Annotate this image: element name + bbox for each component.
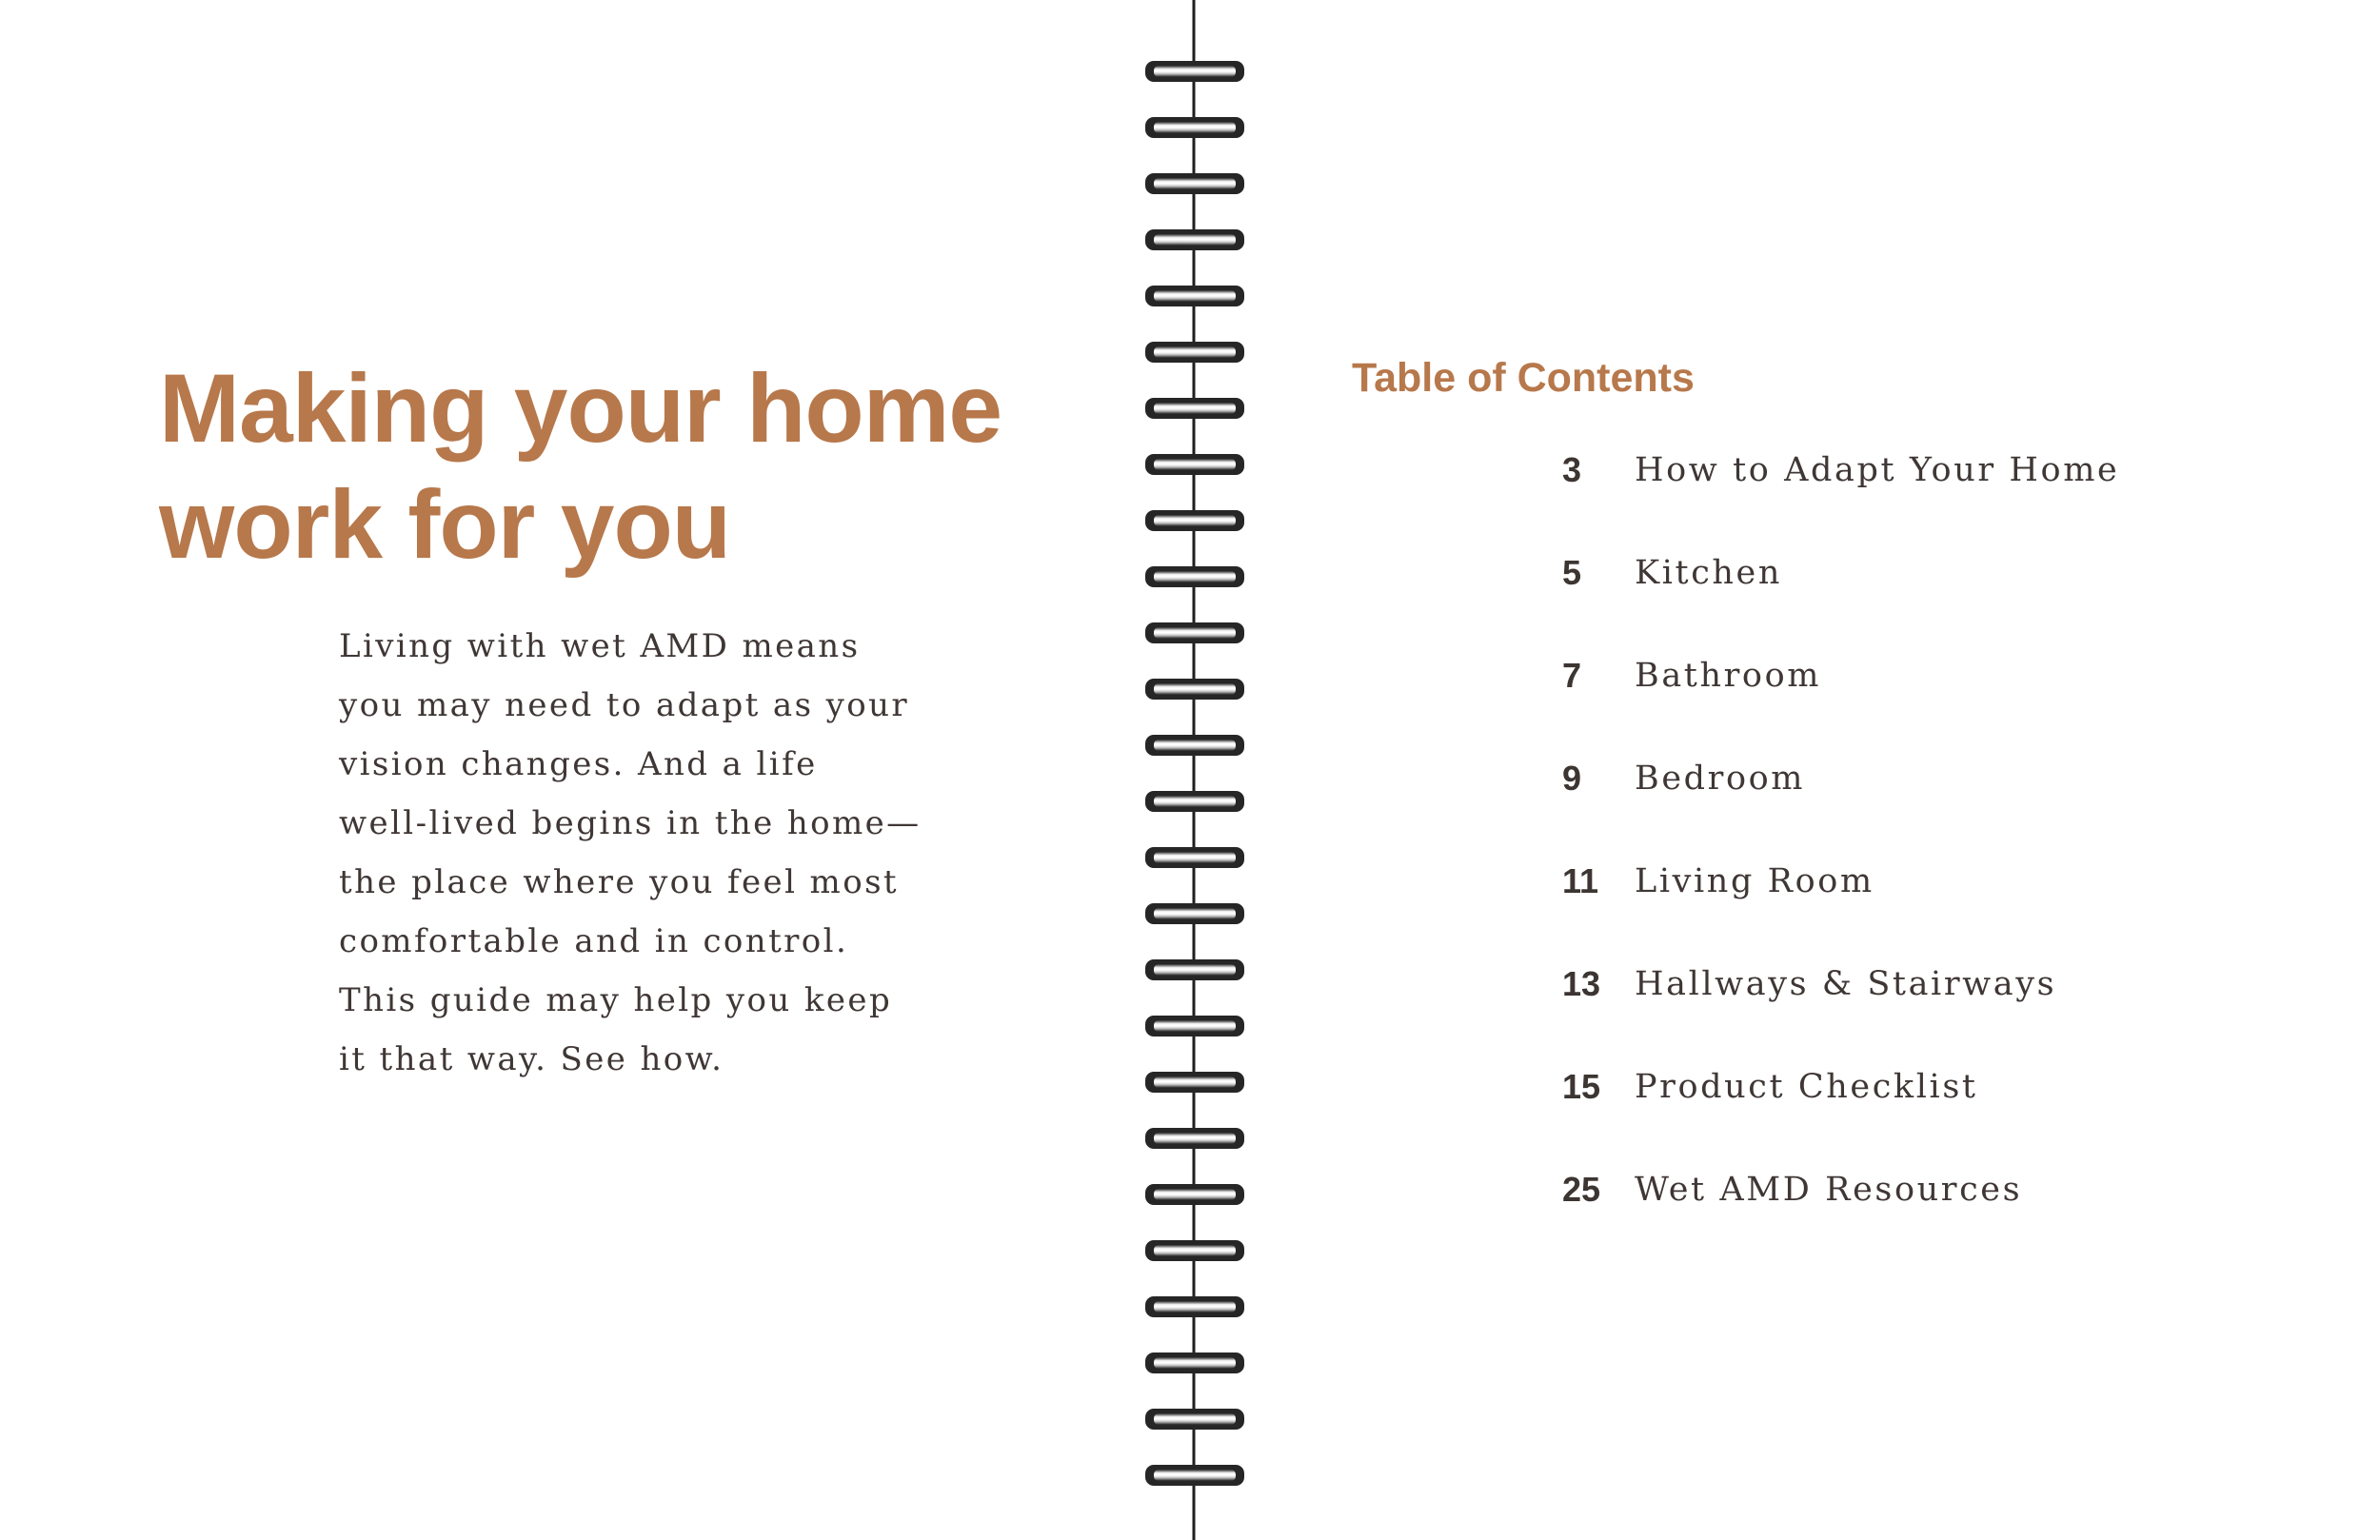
intro-line: vision changes. And a life	[339, 745, 818, 783]
binding-ring	[1145, 61, 1244, 82]
toc-page-number: 25	[1562, 1170, 1601, 1209]
spiral-binding	[1142, 0, 1247, 1540]
binding-ring	[1145, 622, 1244, 643]
binding-ring	[1145, 398, 1244, 419]
headline-line-2: work for you	[159, 470, 731, 579]
toc-label: Wet AMD Resources	[1635, 1171, 2023, 1209]
binding-ring	[1145, 173, 1244, 194]
headline-line-1: Making your home	[159, 354, 1002, 463]
binding-ring	[1145, 847, 1244, 868]
binding-ring	[1145, 791, 1244, 812]
binding-ring	[1145, 959, 1244, 980]
binding-ring	[1145, 342, 1244, 363]
intro-line: Living with wet AMD means	[339, 627, 861, 665]
page-headline	[159, 350, 1206, 582]
binding-ring	[1145, 1240, 1244, 1261]
toc-item-bedroom[interactable]	[1562, 752, 2119, 855]
binding-ring	[1145, 566, 1244, 587]
binding-ring	[1145, 1409, 1244, 1430]
intro-line: This guide may help you keep	[339, 981, 893, 1019]
toc-list	[1562, 444, 2119, 1266]
toc-page-number: 13	[1562, 964, 1601, 1003]
toc-label: How to Adapt Your Home	[1635, 451, 2120, 489]
toc-label: Bedroom	[1635, 760, 1806, 798]
toc-page-number: 7	[1562, 656, 1582, 695]
toc-label: Product Checklist	[1635, 1068, 1978, 1106]
binding-ring	[1145, 735, 1244, 756]
binding-ring	[1145, 510, 1244, 531]
toc-item-living-room[interactable]	[1562, 855, 2119, 958]
intro-paragraph	[339, 617, 1062, 1089]
toc-label: Living Room	[1635, 862, 1874, 900]
intro-line: you may need to adapt as your	[339, 686, 910, 724]
binding-ring	[1145, 1296, 1244, 1317]
toc-item-kitchen[interactable]	[1562, 546, 2119, 649]
toc-item-hallways-stairways[interactable]	[1562, 958, 2119, 1060]
binding-ring	[1145, 1465, 1244, 1486]
left-page	[0, 0, 1180, 1540]
toc-item-bathroom[interactable]	[1562, 649, 2119, 752]
intro-line: the place where you feel most	[339, 863, 899, 901]
intro-line: comfortable and in control.	[339, 922, 849, 960]
toc-page-number: 3	[1562, 450, 1582, 489]
toc-item-product-checklist[interactable]	[1562, 1060, 2119, 1163]
intro-line: it that way. See how.	[339, 1040, 724, 1078]
binding-ring	[1145, 1184, 1244, 1205]
toc-label: Kitchen	[1635, 554, 1783, 592]
toc-page-number: 11	[1562, 861, 1599, 900]
binding-ring	[1145, 117, 1244, 138]
binding-ring	[1145, 903, 1244, 924]
toc-page-number: 5	[1562, 553, 1582, 592]
binding-ring	[1145, 229, 1244, 250]
toc-item-how-to-adapt[interactable]	[1562, 444, 2119, 546]
toc-item-wet-amd-resources[interactable]	[1562, 1163, 2119, 1266]
toc-label: Bathroom	[1635, 657, 1822, 695]
binding-ring	[1145, 1072, 1244, 1093]
toc-page-number: 9	[1562, 759, 1582, 798]
binding-ring	[1145, 679, 1244, 700]
toc-page-number: 15	[1562, 1067, 1601, 1106]
intro-line: well-lived begins in the home—	[339, 804, 922, 842]
binding-ring	[1145, 1128, 1244, 1149]
binding-ring	[1145, 286, 1244, 306]
right-page	[1242, 0, 2380, 1540]
binding-ring	[1145, 1352, 1244, 1373]
toc-title: Table of Contents	[1352, 355, 1695, 401]
toc-label: Hallways & Stairways	[1635, 965, 2057, 1003]
binding-ring	[1145, 454, 1244, 475]
binding-ring	[1145, 1016, 1244, 1037]
